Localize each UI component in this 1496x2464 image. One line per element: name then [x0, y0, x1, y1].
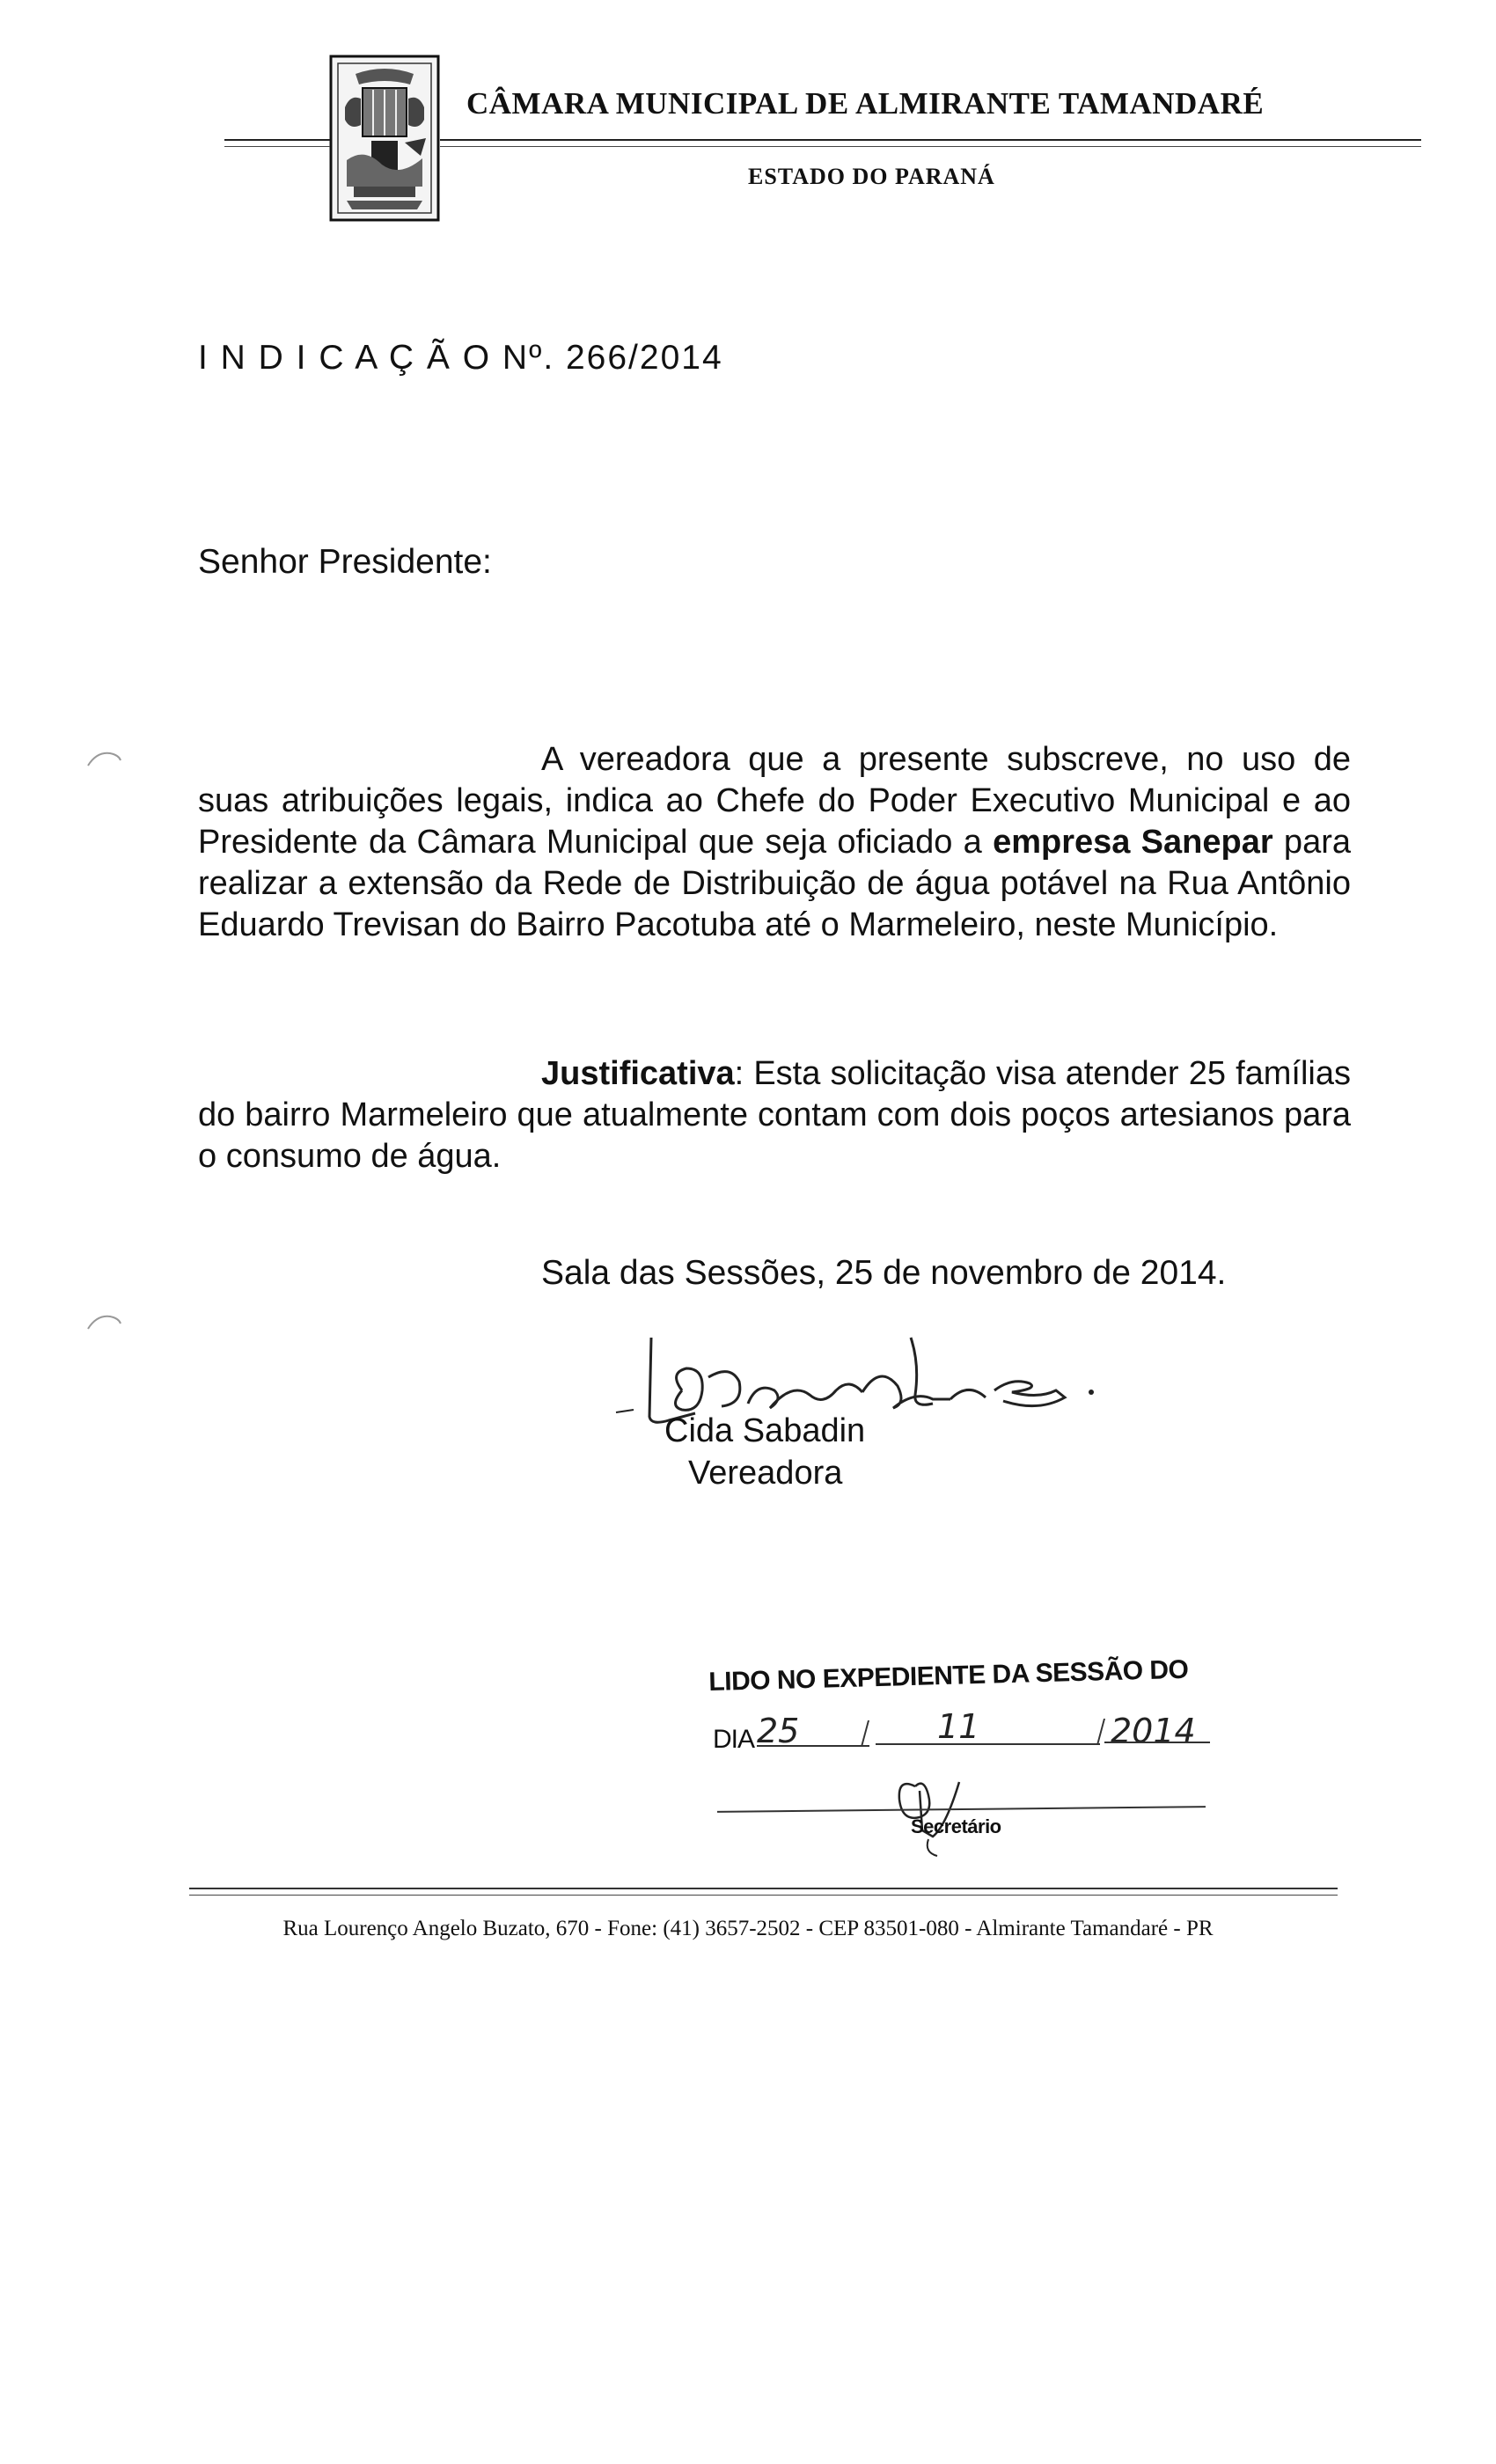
- state-name: ESTADO DO PARANÁ: [748, 164, 995, 189]
- chamber-name: CÂMARA MUNICIPAL DE ALMIRANTE TAMANDARÉ: [466, 86, 1265, 121]
- footer-rule-bottom: [189, 1895, 1338, 1896]
- stamp-date-underline: [757, 1745, 869, 1747]
- stamp-date-underline: [876, 1743, 1100, 1745]
- request-text-end: para realizar a extensão da Rede de Distribuição de água potável na Rua Antônio Eduardo Trevisan do Bairro Pacotuba até o Marmeleiro, neste Município.: [198, 824, 1351, 943]
- session-stamp-day: 25: [757, 1712, 800, 1750]
- request-paragraph: [198, 739, 1351, 946]
- footer-address: Rua Lourenço Angelo Buzato, 670 - Fone: (41) 3657-2502 - CEP 83501-080 - Almirante Tamandaré - PR: [282, 1917, 1214, 1940]
- header-rule-top-right: [440, 139, 1421, 141]
- header-rule-bottom: [224, 146, 330, 147]
- place-and-date: Sala das Sessões, 25 de novembro de 2014.: [541, 1254, 1227, 1292]
- justification-label: Justificativa: [541, 1055, 735, 1092]
- justification-text: : Esta solicitação visa atender 25 famílias do bairro Marmeleiro que atualmente contam com dois poços artesianos para o consumo de água.: [198, 1055, 1351, 1175]
- indication-title: I N D I C A Ç Ã O Nº. 266/2014: [198, 339, 723, 377]
- session-stamp-year: 2014: [1111, 1712, 1196, 1750]
- company-name: empresa Sanepar: [993, 824, 1273, 861]
- margin-pencil-mark: [84, 1309, 128, 1336]
- salutation: Senhor Presidente:: [198, 543, 492, 581]
- secretary-label: Secretário: [911, 1815, 1001, 1837]
- secretary-initials-signature: [880, 1764, 977, 1861]
- signer-role: Vereadora: [688, 1455, 843, 1492]
- municipal-coat-of-arms-icon: [329, 55, 440, 222]
- footer-rule-top: [189, 1888, 1338, 1889]
- header-rule-bottom-right: [440, 146, 1421, 147]
- request-text-start: A vereadora que a presente subscreve, no uso de suas atribuições legais, indica ao Chefe do Poder Executivo Municipal e ao Presidente da Câmara Municipal que seja oficiado a: [198, 741, 1351, 861]
- session-stamp-title: LIDO NO EXPEDIENTE DA SESSÃO DO: [708, 1654, 1189, 1697]
- justification-paragraph: [198, 1053, 1351, 1177]
- stamp-date-underline: [1104, 1742, 1210, 1743]
- signer-name: Cida Sabadin: [664, 1412, 866, 1449]
- header-rule-top: [224, 139, 330, 141]
- session-stamp-month: 11: [937, 1707, 980, 1746]
- session-stamp-day-label: DIA: [713, 1725, 755, 1754]
- stamp-date-separator: [861, 1720, 869, 1747]
- margin-pencil-mark: [84, 746, 128, 773]
